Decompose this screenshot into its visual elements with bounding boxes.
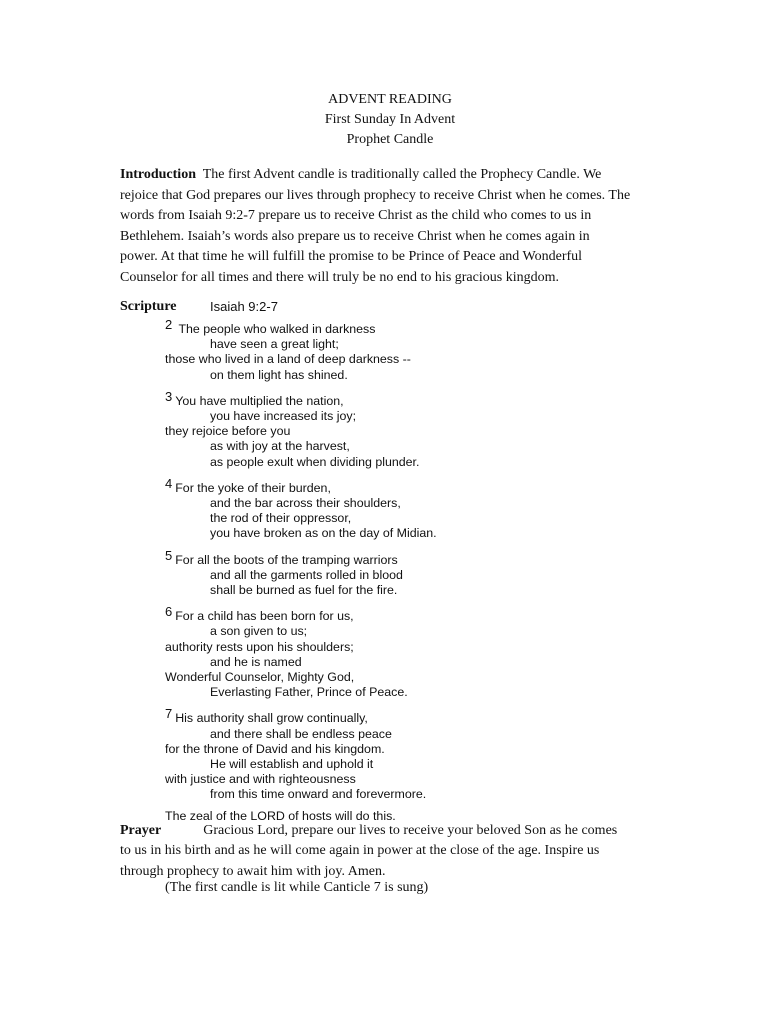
intro-line-3: words from Isaiah 9:2-7 prepare us to receive Christ as the child who comes to us in [120,208,592,224]
verse-line [165,706,437,726]
verse-text: they rejoice before you [165,424,291,439]
verse-line [165,455,437,470]
verse-text: He will establish and uphold it [210,757,374,772]
document-title: ADVENT READING [328,92,452,107]
verse-line [165,409,437,424]
verse-text: you have increased its joy; [210,409,357,424]
intro-line-1 [120,165,668,186]
verse-number: 7 [165,706,173,722]
intro-line-4: Bethlehem. Isaiah’s words also prepare us to receive Christ when he comes again in [120,228,590,244]
candle-lighting-note: (The first candle is lit while Canticle 7 is sung) [165,880,429,895]
verse-line [165,568,437,583]
verse-line [165,655,437,670]
verse-text: a son given to us; [210,624,308,639]
verse-line [165,742,437,757]
intro-line-6: Counselor for all times and there will truly be no end to his gracious kingdom. [120,269,559,285]
verse-text: on them light has shined. [210,367,348,382]
prayer-text: Gracious Lord, prepare our lives to receive your beloved Son as he comes [203,823,618,838]
prayer-section [120,821,668,882]
verse-line [165,727,437,742]
verse-text: For all the boots of the tramping warriors [175,552,398,567]
verse-text: For the yoke of their burden, [175,480,331,495]
introduction-section [120,165,668,289]
verse-line [165,389,437,409]
verse-number: 3 [165,388,173,404]
prayer-label: Prayer [120,823,162,838]
verse-line [165,548,437,568]
verse-text: have seen a great light; [210,337,339,352]
verse-text: The people who walked in darkness [175,322,376,336]
verse [165,706,437,802]
verse-text: as people exult when dividing plunder. [210,454,420,469]
verse-line [165,368,437,383]
verse-line [165,439,437,454]
verse-text: as with joy at the harvest, [210,439,350,454]
verse-text: authority rests upon his shoulders; [165,639,354,654]
verse-number: 6 [165,604,173,620]
scripture-reference: Isaiah 9:2-7 [210,299,278,314]
verse-line [165,317,437,337]
verse-text: For a child has been born for us, [175,609,354,624]
verse-line [165,496,437,511]
verse-line [165,352,437,367]
verse-text: You have multiplied the nation, [175,393,344,408]
document-header [0,90,768,150]
verse-line [165,772,437,787]
verse [165,389,437,470]
verse [165,604,437,700]
document-subtitle: First Sunday In Advent [324,112,456,127]
verse-number: 4 [165,475,173,491]
verse-line [165,624,437,639]
verse-text: and there shall be endless peace [210,726,392,741]
intro-line-2: rejoice that God prepares our lives through prophecy to receive Christ when he comes. The [120,187,631,203]
introduction-label: Introduction [120,167,196,182]
verse-text: the rod of their oppressor, [210,511,352,526]
verse-line [165,640,437,655]
verse-text: Wonderful Counselor, Mighty God, [165,670,355,685]
verse-line [165,787,437,802]
candle-name: Prophet Candle [346,132,434,147]
verse-line [165,583,437,598]
verse-text: those who lived in a land of deep darkness -- [165,352,411,367]
verse-number: 5 [165,547,173,563]
verse-text: and he is named [210,654,302,669]
verse-line [165,604,437,624]
verse-line [165,511,437,526]
intro-line-5: power. At that time he will fulfill the promise to be Prince of Peace and Wonderful [120,249,583,265]
verse [165,317,437,383]
scripture-verses [165,317,437,824]
verse-text: from this time onward and forevermore. [210,787,427,802]
verse-line [165,670,437,685]
verse-line [165,476,437,496]
verse [165,548,437,599]
verse-text: you have broken as on the day of Midian. [210,526,437,541]
verse-line [165,526,437,541]
prayer-line-1 [120,821,668,841]
verse-line [165,424,437,439]
prayer-line-2: to us in his birth and as he will come again in power at the close of the age. Inspire us [120,843,600,859]
verse-text: shall be burned as fuel for the fire. [210,583,398,598]
scripture-label: Scripture [120,299,177,314]
scripture-closing-line: The zeal of the LORD of hosts will do this. [165,808,396,823]
verse-text: and all the garments rolled in blood [210,567,403,582]
verse-text: with justice and with righteousness [165,772,356,787]
scripture-heading [120,298,177,316]
verse [165,476,437,542]
verse-text: His authority shall grow continually, [175,711,368,726]
intro-text: The first Advent candle is traditionally called the Prophecy Candle. We [202,167,602,182]
verse-line [165,685,437,700]
verse-number: 2 [165,317,173,332]
verse-text: for the throne of David and his kingdom. [165,741,385,756]
verse-line [165,757,437,772]
verse-text: Everlasting Father, Prince of Peace. [210,685,408,700]
verse-line [165,337,437,352]
prayer-line-3: through prophecy to await him with joy. Amen. [120,863,386,879]
verse-text: and the bar across their shoulders, [210,496,401,511]
